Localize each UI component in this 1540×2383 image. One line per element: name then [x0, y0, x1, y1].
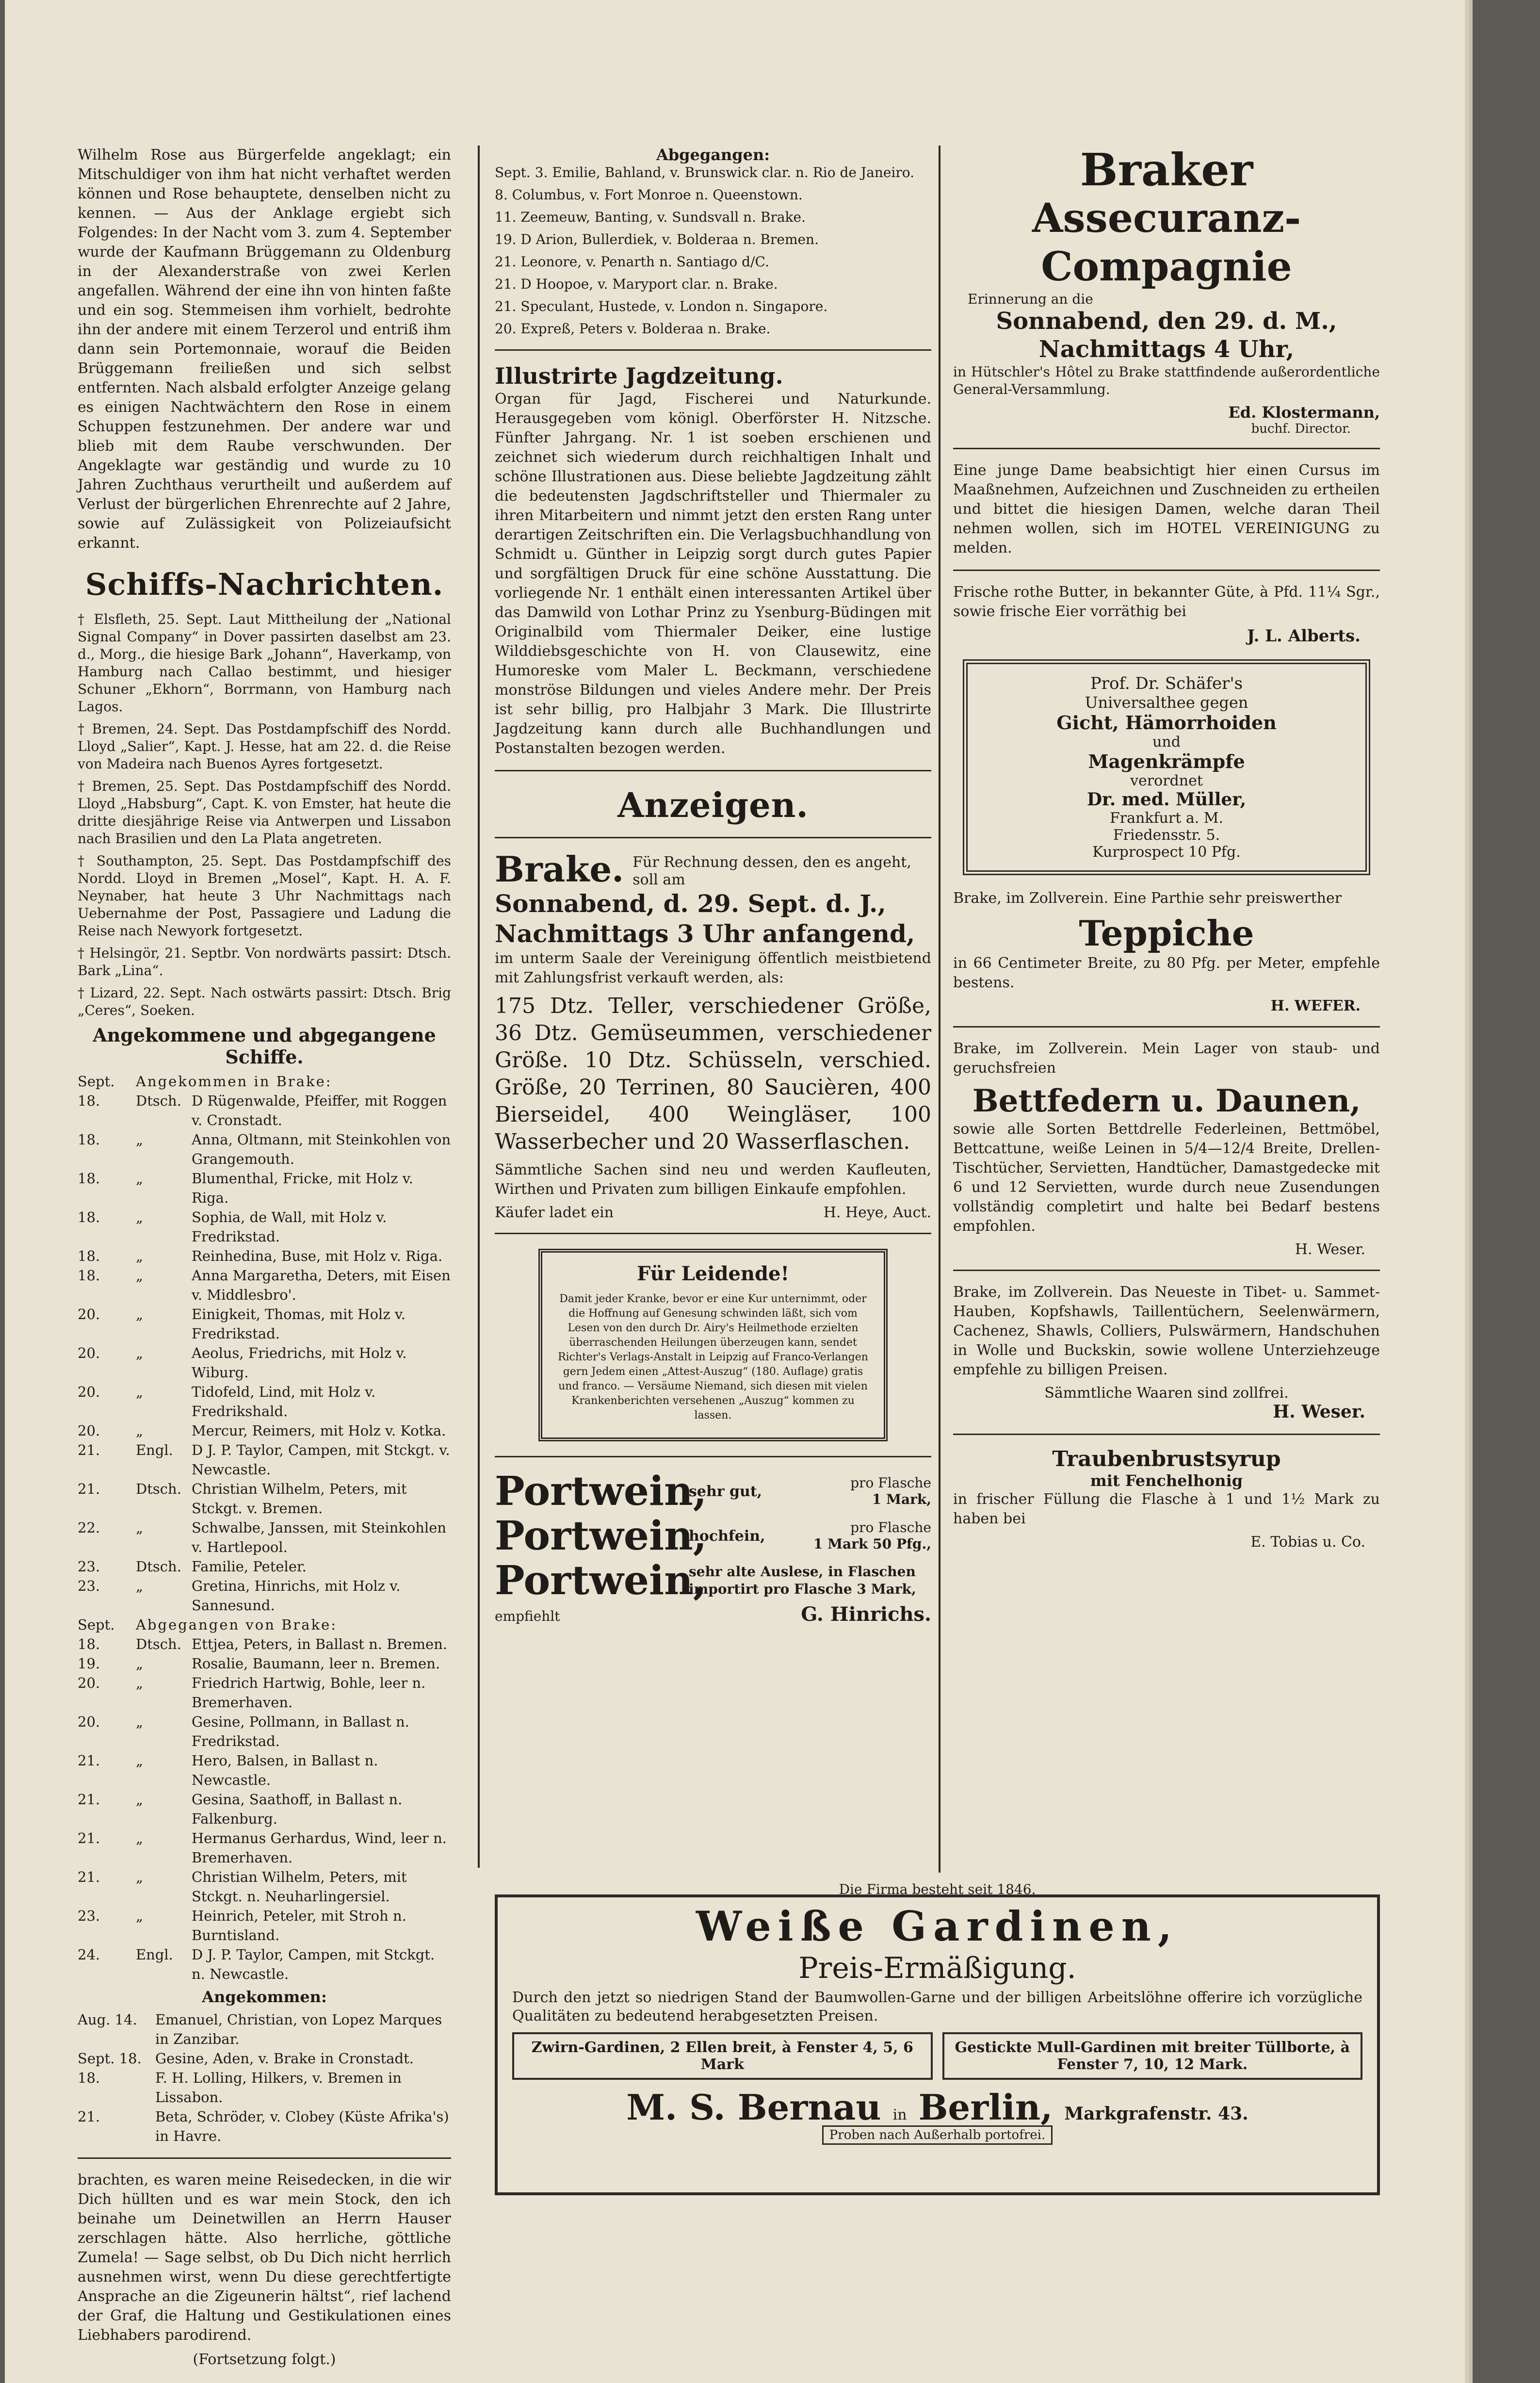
- ship-flag: „: [136, 1869, 144, 1885]
- ship-entry: Schwalbe, Janssen, mit Steinkohlen v. Hartlepool.: [192, 1519, 447, 1555]
- column-right: [953, 146, 1380, 1873]
- auction-note: Sämmtliche Sachen sind neu und werden Kaufleuten, Wirthen und Privaten zum billigen Einkaufe empfohlen.: [495, 1161, 931, 1198]
- ship-entry: Anna, Oltmann, mit Steinkohlen von Grangemouth.: [192, 1131, 451, 1167]
- ship-flag: Dtsch.: [136, 1636, 181, 1652]
- ship-row: [78, 1828, 451, 1867]
- ship-date: 22.: [78, 1519, 100, 1536]
- ship-flag: „: [136, 1422, 144, 1439]
- ship-flag: „: [136, 1830, 144, 1846]
- departed-line: 11. Zeemeuw, Banting, v. Sundsvall n. Brake.: [495, 209, 806, 225]
- portwein-word: Portwein,: [495, 1557, 707, 1604]
- ship-flag: „: [136, 1714, 144, 1730]
- continued-note: (Fortsetzung folgt.): [193, 2351, 336, 2368]
- portwein-word: Portwein,: [495, 1513, 707, 1559]
- ship-flag: „: [136, 1131, 144, 1148]
- braker-ad: [953, 146, 1380, 436]
- ship-flag: „: [136, 1752, 144, 1769]
- braker-title: Braker: [1080, 144, 1253, 196]
- samples-note: Proben nach Außerhalb portofrei.: [822, 2125, 1053, 2145]
- betten-sign: H. Weser.: [1295, 1241, 1365, 1258]
- divider: [495, 1456, 931, 1457]
- ship-entry: Christian Wilhelm, Peters, mit Stckgt. n. Neuharlingersiel.: [192, 1869, 407, 1905]
- ship-date: 20.: [78, 1384, 100, 1400]
- ship-row: [78, 1440, 451, 1479]
- ship-row: [78, 1654, 451, 1673]
- schaefer-line: und: [1152, 734, 1181, 751]
- departed-line: 21. D Hoopoe, v. Maryport clar. n. Brake.: [495, 276, 778, 292]
- teppiche-intro: Brake, im Zollverein. Eine Parthie sehr preiswerther: [953, 890, 1342, 907]
- teppiche-text: in 66 Centimeter Breite, zu 80 Pfg. per Meter, empfehle bestens.: [953, 955, 1380, 991]
- column-middle: [495, 146, 931, 1863]
- ship-entry: Hermanus Gerhardus, Wind, leer n. Bremerhaven.: [192, 1830, 447, 1866]
- schaefer-ad: [963, 659, 1370, 875]
- auction-ad: [495, 850, 931, 1221]
- gardinen-subtitle: Preis-Ermäßigung.: [798, 1951, 1076, 1985]
- ship-row: [78, 1945, 451, 1984]
- ship-date: 18.: [78, 1636, 100, 1652]
- story-text: brachten, es waren meine Reisedecken, in die wir Dich hüllten und es war mein Stock, den ich beinahe um Deinetwillen an Herrn Hauser zerschlagen hätte. Also herrliche, göttliche Zumela! — Sage selbst, ob Du Dich nicht herrlich ausnehmen wirst, wenn Du diese gerechtfertigte Ansprache an die Zigeunerin hältst“, rief lachend der Graf, die Haltung und Gestikulationen eines Liebhabers parodirend.: [78, 2171, 451, 2344]
- ship-row: [78, 2010, 451, 2049]
- ship-flag: Engl.: [136, 1946, 173, 1963]
- auction-lead: Für Rechnung dessen, den es angeht, soll am: [632, 854, 911, 888]
- ship-date: 18.: [78, 1131, 100, 1148]
- ship-row: [78, 1169, 451, 1208]
- ship-entry: Gesine, Pollmann, in Ballast n. Fredrikstad.: [192, 1714, 409, 1749]
- ship-flag: „: [136, 1209, 144, 1225]
- firm-street: Markgrafenstr. 43.: [1064, 2104, 1248, 2124]
- ship-flag: Engl.: [136, 1442, 173, 1458]
- angekommen-heading: Angekommen:: [202, 1988, 327, 2006]
- ship-row: [78, 1751, 451, 1790]
- ship-date: 19.: [78, 1655, 100, 1672]
- port-desc-2: hochfein,: [689, 1527, 765, 1545]
- port-unit-1: pro Flasche: [850, 1475, 931, 1491]
- port-unit-2: pro Flasche: [850, 1519, 931, 1535]
- ship-row: [78, 1305, 451, 1343]
- ship-entry: Gesine, Aden, v. Brake in Cronstadt.: [155, 2050, 414, 2067]
- ship-entry: D Rügenwalde, Pfeiffer, mit Roggen v. Cronstadt.: [192, 1093, 447, 1128]
- ship-row: [78, 1712, 451, 1751]
- auction-time: Nachmittags 3 Uhr anfangend,: [495, 919, 915, 948]
- ship-entry: Familie, Peteler.: [192, 1558, 307, 1575]
- divider: [953, 1434, 1380, 1435]
- firm-founded: Die Firma besteht seit 1846.: [839, 1881, 1036, 1897]
- gardinen-text: Durch den jetzt so niedrigen Stand der Baumwollen-Garne und der billigen Arbeitslöhne offerire ich vorzügliche Qualitäten zu bedeutend herabgesetzten Preisen.: [512, 1989, 1362, 2024]
- ship-row: [78, 1421, 451, 1440]
- ship-entry: Mercur, Reimers, mit Holz v. Kotka.: [192, 1422, 446, 1439]
- schaefer-line: Friedensstr. 5.: [1113, 827, 1220, 844]
- ship-row: [78, 2107, 451, 2146]
- ship-row: [78, 1673, 451, 1712]
- auction-intro: im unterm Saale der Vereinigung öffentlich meistbietend mit Zahlungsfrist verkauft werden, als:: [495, 950, 931, 986]
- arrivals-heading: Angekommene und abgegangene Schiffe.: [93, 1024, 436, 1068]
- ship-row: [78, 1382, 451, 1421]
- divider: [495, 770, 931, 771]
- ship-date: 20.: [78, 1675, 100, 1691]
- leidende-ad: [538, 1249, 888, 1441]
- ship-entry: D J. P. Taylor, Campen, mit Stckgt. v. Newcastle.: [192, 1442, 450, 1478]
- ship-date: 21.: [78, 1481, 100, 1497]
- ship-flag: Dtsch.: [136, 1481, 181, 1497]
- ship-date: 20.: [78, 1345, 100, 1361]
- ship-flag: „: [136, 1267, 144, 1284]
- jagd-title: Illustrirte Jagdzeitung.: [495, 363, 783, 389]
- schaefer-line: Magenkrämpfe: [1088, 751, 1245, 772]
- butter-ad: Frische rothe Butter, in bekannter Güte, à Pfd. 11¼ Sgr., sowie frische Eier vorräthig bei: [953, 584, 1380, 620]
- port-recommends: empfiehlt: [495, 1608, 560, 1624]
- ship-entry: Sophia, de Wall, mit Holz v. Fredrikstad.: [192, 1209, 387, 1245]
- ads-heading: Anzeigen.: [617, 785, 809, 825]
- braker-sign: Ed. Klostermann,: [1228, 403, 1380, 422]
- ship-date: 21.: [78, 1830, 100, 1846]
- divider: [78, 2157, 451, 2159]
- auction-buyers: Käufer ladet ein: [495, 1204, 614, 1221]
- divider: [495, 349, 931, 351]
- jagd-text: Organ für Jagd, Fischerei und Naturkunde. Herausgegeben vom königl. Oberförster H. Nitzsche. Fünfter Jahrgang. Nr. 1 ist soeben erschienen und zeichnet sich wiederum durch reichhaltigen Inhalt und schöne Illustrationen aus. Diese beliebte Jagdzeitung zählt die bedeutensten Jagdschriftsteller und Thiermaler zu ihren Mitarbeitern und nimmt jetzt den ersten Rang unter derartigen Zeitschriften ein. Die Verlagsbuchhandlung von Schmidt u. Günther in Leipzig sorgt durch gutes Papier und sorgfältigen Druck für eine schöne Ausstattung. Die vorliegende Nr. 1 enthält einen interessanten Artikel über das Damwild von Lothar Prinz zu Ysenburg-Büdingen mit Originalbild vom Thiermaler Deiker, eine lustige Wilddiebsgeschichte von H. von Clausewitz, eine Humoreske vom Maler L. Beckmann, verschiedene monströse Bildungen und vieles Andere mehr. Der Preis ist sehr billig, pro Halbjahr 3 Mark. Die Illustrirte Jagdzeitung kann durch alle Buchhandlungen und Postanstalten bezogen werden.: [495, 391, 931, 757]
- court-report: Wilhelm Rose aus Bürgerfelde angeklagt; ein Mitschuldiger von ihm hat nicht verhaftet werden können und Rose behauptete, denselben nicht zu kennen. — Aus der Anklage ergiebt sich Folgendes: In der Nacht vom 3. zum 4. September wurde der Kaufmann Brüggemann zu Oldenburg in der Alexanderstraße von zwei Kerlen angefallen. Während der eine ihn von hinten faßte und ein sog. Stemmeisen ihm vorhielt, bedrohte ihn der andere mit einem Terzerol und entriß ihm dann sein Portemonnaie, worauf die Beiden Brüggemann freiließen und sich selbst entfernten. Nach alsbald erfolgter Anzeige gelang es einigen Nachtwächtern den Rose in einem Schuppen festzunehmen. Der andere war und blieb mit dem Raube verschwunden. Der Angeklagte war geständig und wurde zu 10 Jahren Zuchthaus verurtheilt und außerdem auf Verlust der bürgerlichen Ehrenrechte auf 2 Jahre, sowie auf Zulässigkeit von Polizeiaufsicht erkannt.: [78, 147, 451, 552]
- ship-date: 23.: [78, 1908, 100, 1924]
- ship-entry: Tidofeld, Lind, mit Holz v. Fredrikshald.: [192, 1384, 376, 1420]
- header-date: Sept.: [78, 1073, 115, 1090]
- ship-entry: Heinrich, Peteler, mit Stroh n. Burntisland.: [192, 1908, 406, 1943]
- ship-date: 21.: [78, 1869, 100, 1885]
- auction-place: Brake.: [495, 849, 624, 890]
- header-text: Abgegangen von Brake:: [136, 1616, 338, 1633]
- auction-items: 175 Dtz. Teller, verschiedener Größe, 36 Dtz. Gemüseummen, verschiedener Größe. 10 Dtz. Schüsseln, verschied. Größe, 20 Terrinen, 80 Saucièren, 400 Bierseidel, 400 Weingläser, 100 Wasserbecher und 20 Wasserflaschen.: [495, 994, 931, 1154]
- angekommen-list: [78, 2010, 451, 2146]
- header-text: Angekommen in Brake:: [136, 1073, 332, 1090]
- ship-row: [78, 2068, 451, 2107]
- ship-date: 18.: [78, 1170, 100, 1187]
- ship-flag: Dtsch.: [136, 1093, 181, 1109]
- ship-flag: „: [136, 1248, 144, 1264]
- divider: [495, 837, 931, 838]
- divider: [953, 1270, 1380, 1271]
- schaefer-line: Universalthee gegen: [1085, 693, 1248, 712]
- ship-date: 21.: [78, 2108, 100, 2125]
- ship-row: [78, 1208, 451, 1246]
- departed-line: Sept. 3. Emilie, Bahland, v. Brunswick clar. n. Rio de Janeiro.: [495, 164, 915, 180]
- schaefer-line: Gicht, Hämorrhoiden: [1056, 712, 1277, 734]
- ship-news-item: † Bremen, 24. Sept. Das Postdampfschiff des Nordd. Lloyd „Salier“, Kapt. J. Hesse, hat am 22. d. die Reise von Madeira nach Buenos Ayres fortgesetzt.: [78, 721, 451, 772]
- ship-row: [78, 1266, 451, 1305]
- ship-row: [78, 1091, 451, 1130]
- schaefer-line: Frankfurt a. M.: [1109, 810, 1224, 827]
- newspaper-page: [5, 0, 1465, 2383]
- auction-sign: H. Heye, Auct.: [823, 1204, 931, 1221]
- port-desc-3: sehr alte Auslese, in Flaschen importirt pro Flasche 3 Mark,: [689, 1564, 916, 1597]
- zwirn-gardinen-box: Zwirn-Gardinen, 2 Ellen breit, à Fenster 4, 5, 6 Mark: [512, 2032, 933, 2080]
- schaefer-line: Dr. med. Müller,: [1086, 789, 1247, 810]
- ship-row: [78, 1867, 451, 1906]
- arrived-header: [78, 1072, 451, 1091]
- ship-news-item: † Elsfleth, 25. Sept. Laut Mittheilung der „National Signal Company“ in Dover passirten daselbst am 23. d., Morg., die hiesige Bark „Johann“, Haverkamp, von Hamburg nach Callao bestimmt, und hiesiger Schuner „Ekhorn“, Borrmann, von Hamburg nach Lagos.: [78, 611, 451, 715]
- trauben-title: Traubenbrustsyrup: [1052, 1447, 1281, 1471]
- departed-line: 19. D Arion, Bullerdiek, v. Bolderaa n. Bremen.: [495, 231, 819, 247]
- ship-row: [78, 1518, 451, 1557]
- teppiche-sign: H. WEFER.: [1270, 997, 1361, 1014]
- ship-date: 18.: [78, 1093, 100, 1109]
- trauben-text: in frischer Füllung die Flasche à 1 und 1½ Mark zu haben bei: [953, 1491, 1380, 1527]
- ship-entry: Gretina, Hinrichs, mit Holz v. Sannesund.: [192, 1578, 401, 1614]
- ship-entry: Blumenthal, Fricke, mit Holz v. Riga.: [192, 1170, 413, 1206]
- mull-gardinen-box: Gestickte Mull-Gardinen mit breiter Tüllborte, à Fenster 7, 10, 12 Mark.: [942, 2032, 1363, 2080]
- schaefer-name: Prof. Dr. Schäfer's: [1090, 674, 1243, 693]
- ship-row: [78, 1246, 451, 1266]
- ship-news-item: † Southampton, 25. Sept. Das Postdampfschiff des Nordd. Lloyd in Bremen „Mosel“, Kapt. H. A. F. Neynaber, hat heute 3 Uhr Nachmittags nach Uebernahme der Post, Passagiere und Ladung die Reise nach Newyork fortgesetzt.: [78, 853, 451, 939]
- ship-date: Sept. 18.: [78, 2050, 142, 2067]
- braker-reminder: Erinnerung an die: [968, 291, 1093, 307]
- braker-role: buchf. Director.: [1251, 422, 1351, 436]
- arrived-list: [78, 1091, 451, 1615]
- ship-flag: „: [136, 1170, 144, 1187]
- leidende-title: Für Leidende!: [636, 1262, 790, 1285]
- dame-ad: Eine junge Dame beabsichtigt hier einen Cursus im Maaßnehmen, Aufzeichnen und Zuschneiden zu ertheilen und bittet die hiesigen Damen, welche daran Theil nehmen wollen, sich im HOTEL VEREINIGUNG zu melden.: [953, 462, 1380, 556]
- ship-row: [78, 1343, 451, 1382]
- neueste-text: Brake, im Zollverein. Das Neueste in Tibet- u. Sammet-Hauben, Kopfshawls, Taillentüchern, Seelenwärmern, Cachenez, Shawls, Colliers, Pulswärmern, Handschuhen in Wolle und Buckskin, sowie wollene Unterziehzeuge empfehle zu billigen Preisen.: [953, 1284, 1380, 1378]
- departed-heading: Abgegangen:: [656, 146, 770, 164]
- ship-entry: Reinhedina, Buse, mit Holz v. Riga.: [192, 1248, 443, 1264]
- ship-flag: „: [136, 1578, 144, 1594]
- butter-sign: J. L. Alberts.: [1247, 626, 1361, 646]
- ship-row: [78, 1557, 451, 1576]
- departed-list: [78, 1634, 451, 1984]
- ship-flag: „: [136, 1519, 144, 1536]
- ship-entry: Einigkeit, Thomas, mit Holz v. Fredrikstad.: [192, 1306, 405, 1342]
- ship-entry: Ettjea, Peters, in Ballast n. Bremen.: [192, 1636, 448, 1652]
- ship-flag: „: [136, 1908, 144, 1924]
- ship-entry: D J. P. Taylor, Campen, mit Stckgt. n. Newcastle.: [192, 1946, 435, 1982]
- ship-row: [78, 2049, 451, 2068]
- ship-entry: Emanuel, Christian, von Lopez Marques in Zanzibar.: [155, 2011, 442, 2047]
- auction-date: Sonnabend, d. 29. Sept. d. J.,: [495, 889, 886, 918]
- ship-flag: „: [136, 1306, 144, 1322]
- schaefer-line: Kurprospect 10 Pfg.: [1092, 844, 1241, 861]
- ship-entry: Rosalie, Baumann, leer n. Bremen.: [192, 1655, 440, 1672]
- departed-line: 21. Leonore, v. Penarth n. Santiago d/C.: [495, 254, 769, 270]
- departed-line: 20. Expreß, Peters v. Bolderaa n. Brake.: [495, 321, 771, 337]
- ship-flag: „: [136, 1655, 144, 1672]
- ship-entry: Gesina, Saathoff, in Ballast n. Falkenburg.: [192, 1791, 403, 1827]
- port-price-1: 1 Mark,: [872, 1491, 931, 1507]
- ship-row: [78, 1634, 451, 1654]
- ship-date: 20.: [78, 1422, 100, 1439]
- ship-date: 21.: [78, 1752, 100, 1769]
- schaefer-line: verordnet: [1130, 772, 1203, 789]
- divider: [495, 1233, 931, 1234]
- gardinen-ad: [495, 1894, 1380, 2195]
- ship-entry: Friedrich Hartwig, Bohle, leer n. Bremerhaven.: [192, 1675, 426, 1711]
- port-seller: G. Hinrichs.: [801, 1603, 931, 1626]
- ship-row: [78, 1906, 451, 1945]
- column-left: [78, 146, 451, 2368]
- braker-place: in Hütschler's Hôtel zu Brake stattfindende außerordentliche General-Versammlung.: [953, 364, 1380, 397]
- divider: [953, 448, 1380, 449]
- teppiche-title: Teppiche: [1079, 913, 1254, 954]
- ship-date: 24.: [78, 1946, 100, 1963]
- ship-date: 21.: [78, 1791, 100, 1808]
- ship-date: 23.: [78, 1558, 100, 1575]
- neueste-note: Sämmtliche Waaren sind zollfrei.: [1044, 1385, 1289, 1402]
- portwein-word: Portwein,: [495, 1468, 707, 1515]
- ship-news-item: † Bremen, 25. Sept. Das Postdampfschiff des Nordd. Lloyd „Habsburg“, Capt. K. von Emster, hat heute die dritte diesjährige Reise via Antwerpen und Lissabon nach Brasilien und den La Plata angetreten.: [78, 778, 451, 847]
- ship-date: 20.: [78, 1714, 100, 1730]
- firm-city: Berlin,: [918, 2087, 1053, 2128]
- trauben-sign: E. Tobias u. Co.: [1250, 1534, 1365, 1551]
- port-price-2: 1 Mark 50 Pfg.,: [813, 1536, 931, 1552]
- braker-date: Sonnabend, den 29. d. M.,: [996, 308, 1337, 335]
- ship-flag: „: [136, 1345, 144, 1361]
- departed-line: 21. Speculant, Hustede, v. London n. Singapore.: [495, 298, 828, 314]
- ship-flag: „: [136, 1675, 144, 1691]
- ship-entry: Beta, Schröder, v. Clobey (Küste Afrika's) in Havre.: [155, 2108, 449, 2144]
- ship-date: Aug. 14.: [78, 2011, 137, 2028]
- portwein-ad: [495, 1469, 931, 1626]
- column-rule-left: [478, 146, 480, 1868]
- ship-entry: Christian Wilhelm, Peters, mit Stckgt. v. Bremen.: [192, 1481, 407, 1517]
- ship-flag: Dtsch.: [136, 1558, 181, 1575]
- ship-date: 18.: [78, 1267, 100, 1284]
- ship-entry: Aeolus, Friedrichs, mit Holz v. Wiburg.: [192, 1345, 407, 1381]
- ship-date: 20.: [78, 1306, 100, 1322]
- header-date: Sept.: [78, 1616, 115, 1633]
- ship-row: [78, 1130, 451, 1169]
- ship-entry: Hero, Balsen, in Ballast n. Newcastle.: [192, 1752, 378, 1788]
- ship-entry: F. H. Lolling, Hilkers, v. Bremen in Lissabon.: [155, 2070, 402, 2106]
- ship-news-item: † Helsingör, 21. Septbr. Von nordwärts passirt: Dtsch. Bark „Lina“.: [78, 945, 451, 979]
- betten-text: sowie alle Sorten Bettdrelle Federleinen, Bettmöbel, Bettcattune, weiße Leinen in 5/4—12/4 Breite, Drellen-Tischtücher, Servietten, Handtücher, Damastgedecke mit 6 und 12 Servietten, wurde durch neue Zusendungen vollständig completirt und halte bei Bedarf bestens empfohlen.: [953, 1121, 1380, 1235]
- ship-row: [78, 1576, 451, 1615]
- ship-flag: „: [136, 1791, 144, 1808]
- betten-intro: Brake, im Zollverein. Mein Lager von staub- und geruchsfreien: [953, 1040, 1380, 1077]
- assecuranz-title: Assecuranz-Compagnie: [1032, 195, 1301, 290]
- firm-name: M. S. Bernau: [626, 2087, 881, 2128]
- ship-flag: „: [136, 1384, 144, 1400]
- neueste-sign: H. Weser.: [1273, 1402, 1365, 1422]
- departed-line: 8. Columbus, v. Fort Monroe n. Queenstown.: [495, 187, 803, 203]
- port-desc-1: sehr gut,: [689, 1483, 762, 1500]
- ship-row: [78, 1790, 451, 1828]
- firm-in: in: [892, 2106, 907, 2123]
- departed-header: [78, 1615, 451, 1634]
- ship-entry: Anna Margaretha, Deters, mit Eisen v. Middlesbro'.: [192, 1267, 451, 1303]
- column-rule-right: [939, 146, 940, 1873]
- ship-date: 23.: [78, 1578, 100, 1594]
- ship-news-item: † Lizard, 22. Sept. Nach ostwärts passirt: Dtsch. Brig „Ceres“, Soeken.: [78, 985, 451, 1018]
- gardinen-title: Weiße Gardinen,: [696, 1902, 1179, 1950]
- trauben-sub: mit Fenchelhonig: [1090, 1471, 1243, 1490]
- betten-title: Bettfedern u. Daunen,: [972, 1083, 1361, 1119]
- ship-date: 18.: [78, 1209, 100, 1225]
- ship-row: [78, 1479, 451, 1518]
- ship-date: 21.: [78, 1442, 100, 1458]
- ship-date: 18.: [78, 2070, 100, 2086]
- ships-news-heading: Schiffs-Nachrichten.: [85, 567, 444, 602]
- divider: [953, 570, 1380, 571]
- ship-date: 18.: [78, 1248, 100, 1264]
- leidende-text: Damit jeder Kranke, bevor er eine Kur unternimmt, oder die Hoffnung auf Genesung schwinden läßt, sich vom Lesen von den durch Dr. Airy's Heilmethode erzielten überraschenden Heilungen überzeugen kann, sendet Richter's Verlags-Anstalt in Leipzig auf Franco-Verlangen gern Jedem einen „Attest-Auszug“ (180. Auflage) gratis und franco. — Versäume Niemand, sich diesen mit vielen Krankenberichten versehenen „Auszug“ kommen zu lassen.: [558, 1293, 868, 1421]
- braker-time: Nachmittags 4 Uhr,: [1038, 336, 1295, 363]
- divider: [953, 1026, 1380, 1028]
